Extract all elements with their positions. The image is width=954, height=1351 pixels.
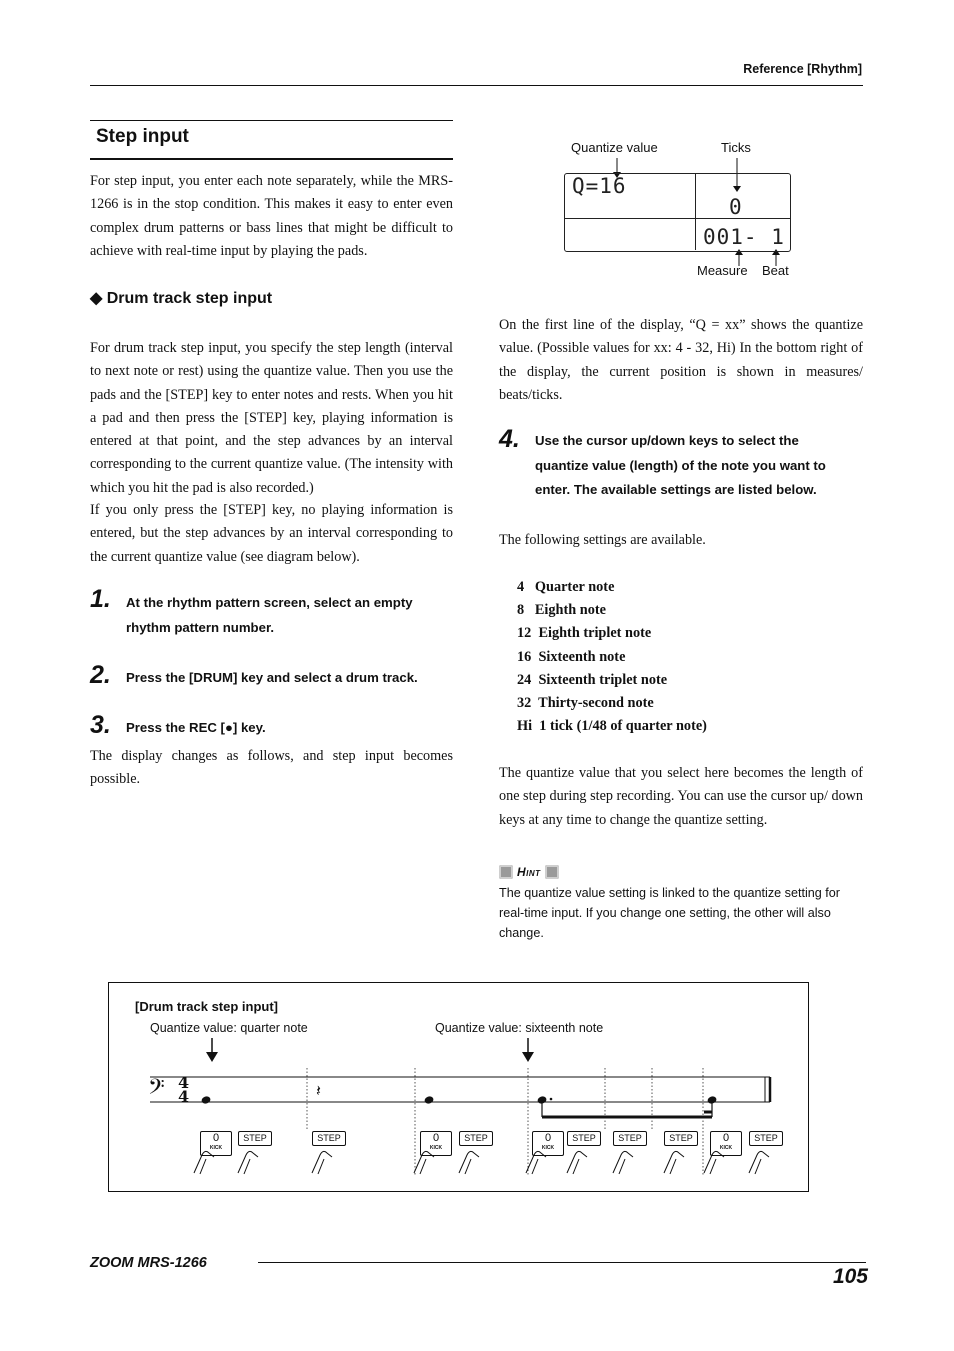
header-rule bbox=[90, 85, 863, 86]
footer-product: ZOOM MRS-1266 bbox=[90, 1255, 207, 1271]
pad-value: 0 bbox=[432, 1132, 440, 1144]
quantize-settings-list bbox=[517, 576, 707, 738]
hint-badge bbox=[499, 864, 559, 880]
finger-icon bbox=[457, 1145, 487, 1175]
display-changes-text: The display changes as follows, and step input becomes possible. bbox=[90, 748, 453, 788]
step-2-number: 2. bbox=[90, 661, 111, 689]
title-rule-bottom bbox=[90, 158, 453, 160]
step-key: STEP bbox=[459, 1131, 493, 1146]
step-key: STEP bbox=[664, 1131, 698, 1146]
lcd-label-quantize: Quantize value bbox=[571, 140, 658, 155]
display-explanation: On the first line of the display, “Q = xx” shows the quantize value. (Possible values for xx: 4 - 32, Hi) In the bottom right of the display, the current position is shown in measures/ beats/ticks. bbox=[499, 317, 863, 403]
list-item: 16 Sixteenth note bbox=[517, 648, 626, 665]
pad-sub: KICK bbox=[541, 1145, 555, 1151]
finger-icon bbox=[702, 1145, 732, 1175]
lcd-ticks-value: 0 bbox=[729, 195, 743, 219]
svg-text:4: 4 bbox=[178, 1087, 190, 1106]
svg-text:𝄢: 𝄢 bbox=[148, 1075, 165, 1105]
finger-icon bbox=[747, 1145, 777, 1175]
step-1-number: 1. bbox=[90, 585, 111, 613]
step-3-number: 3. bbox=[90, 711, 111, 739]
step-2-text: Press the [DRUM] key and select a drum track. bbox=[126, 670, 418, 685]
pad-value: 0 bbox=[544, 1132, 552, 1144]
hint-label: Hint bbox=[517, 865, 541, 879]
pad-sub: KICK bbox=[429, 1145, 443, 1151]
step-key: STEP bbox=[312, 1131, 346, 1146]
finger-icon bbox=[192, 1145, 222, 1175]
pad-sub: KICK bbox=[719, 1145, 733, 1151]
lcd-position: 001- 1 bbox=[703, 225, 785, 249]
lcd-display bbox=[564, 173, 791, 252]
diagram-title: [Drum track step input] bbox=[135, 999, 279, 1014]
footer-rule bbox=[258, 1262, 866, 1263]
diagram-label-quarter: Quantize value: quarter note bbox=[150, 1021, 308, 1035]
step-key: STEP bbox=[613, 1131, 647, 1146]
step-key: STEP bbox=[567, 1131, 601, 1146]
finger-icon bbox=[236, 1145, 266, 1175]
finger-icon bbox=[524, 1145, 554, 1175]
title-rule-top bbox=[90, 120, 453, 121]
finger-icon bbox=[412, 1145, 442, 1175]
quantize-explanation: The quantize value that you select here becomes the length of one step during step recording. You can use the cursor up/ down keys at any time to change the quantize setting. bbox=[499, 765, 863, 828]
list-item: 24 Sixteenth triplet note bbox=[517, 671, 668, 688]
list-item: 12 Eighth triplet note bbox=[517, 625, 652, 642]
list-item: 32 Thirty-second note bbox=[517, 695, 654, 712]
lcd-label-beat: Beat bbox=[762, 263, 789, 278]
lcd-quantize-line: Q=16 bbox=[572, 174, 627, 198]
lcd-label-measure: Measure bbox=[697, 263, 748, 278]
finger-icon bbox=[611, 1145, 641, 1175]
finger-icon bbox=[662, 1145, 692, 1175]
page-number: 105 bbox=[832, 1265, 868, 1288]
finger-icon bbox=[565, 1145, 595, 1175]
hint-text: The quantize value setting is linked to the quantize setting for real-time input. If you change one setting, the other will also change. bbox=[499, 886, 840, 940]
finger-icon bbox=[310, 1145, 340, 1175]
diagram-label-sixteenth: Quantize value: sixteenth note bbox=[435, 1021, 604, 1035]
drum-paragraph-1: For drum track step input, you specify the step length (interval to next note or rest) using the quantize value. Then you use the pads and the [STEP] key to enter notes and rests. When you hit a pad and then press the [STEP] key, playing information is entered at that point, and the step advances by an interval corresponding to the current quantize value. (The intensity with which you hit the pad is also recorded.) bbox=[90, 340, 453, 496]
list-item: Hi 1 tick (1/48 of quarter note) bbox=[517, 718, 707, 735]
step-4-number: 4. bbox=[499, 425, 520, 453]
settings-intro: The following settings are available. bbox=[499, 532, 706, 548]
svg-text:𝄽: 𝄽 bbox=[316, 1081, 321, 1100]
list-item: 4 Quarter note bbox=[517, 579, 615, 595]
drum-paragraph-2: If you only press the [STEP] key, no playing information is entered, but the step advances by an interval corresponding to the current quantize value (see diagram below). bbox=[90, 502, 453, 565]
svg-text:4: 4 bbox=[178, 1073, 190, 1092]
pad-sub: KICK bbox=[209, 1145, 223, 1151]
step-4-text: Use the cursor up/down keys to select the quantize value (length) of the note you want to enter. The available settings are listed below. bbox=[535, 433, 826, 497]
pad-value: 0 bbox=[212, 1132, 220, 1144]
list-item: 8 Eighth note bbox=[517, 602, 606, 619]
hint-box-icon bbox=[499, 865, 513, 879]
pad-value: 0 bbox=[722, 1132, 730, 1144]
step-key: STEP bbox=[238, 1131, 272, 1146]
hint-box-icon bbox=[545, 865, 559, 879]
step-1-text: At the rhythm pattern screen, select an empty rhythm pattern number. bbox=[126, 595, 413, 635]
running-header: Reference [Rhythm] bbox=[743, 62, 862, 76]
lcd-label-ticks: Ticks bbox=[721, 140, 751, 155]
subheading: ◆ Drum track step input bbox=[90, 290, 273, 307]
intro-paragraph: For step input, you enter each note separately, while the MRS-1266 is in the stop condition. This makes it easy to enter even complex drum patterns or bass lines that might be difficult to achieve with real-time input by playing the pads. bbox=[90, 173, 453, 259]
step-3-text: Press the REC [●] key. bbox=[126, 720, 266, 735]
section-title: Step input bbox=[96, 126, 189, 147]
step-key: STEP bbox=[749, 1131, 783, 1146]
